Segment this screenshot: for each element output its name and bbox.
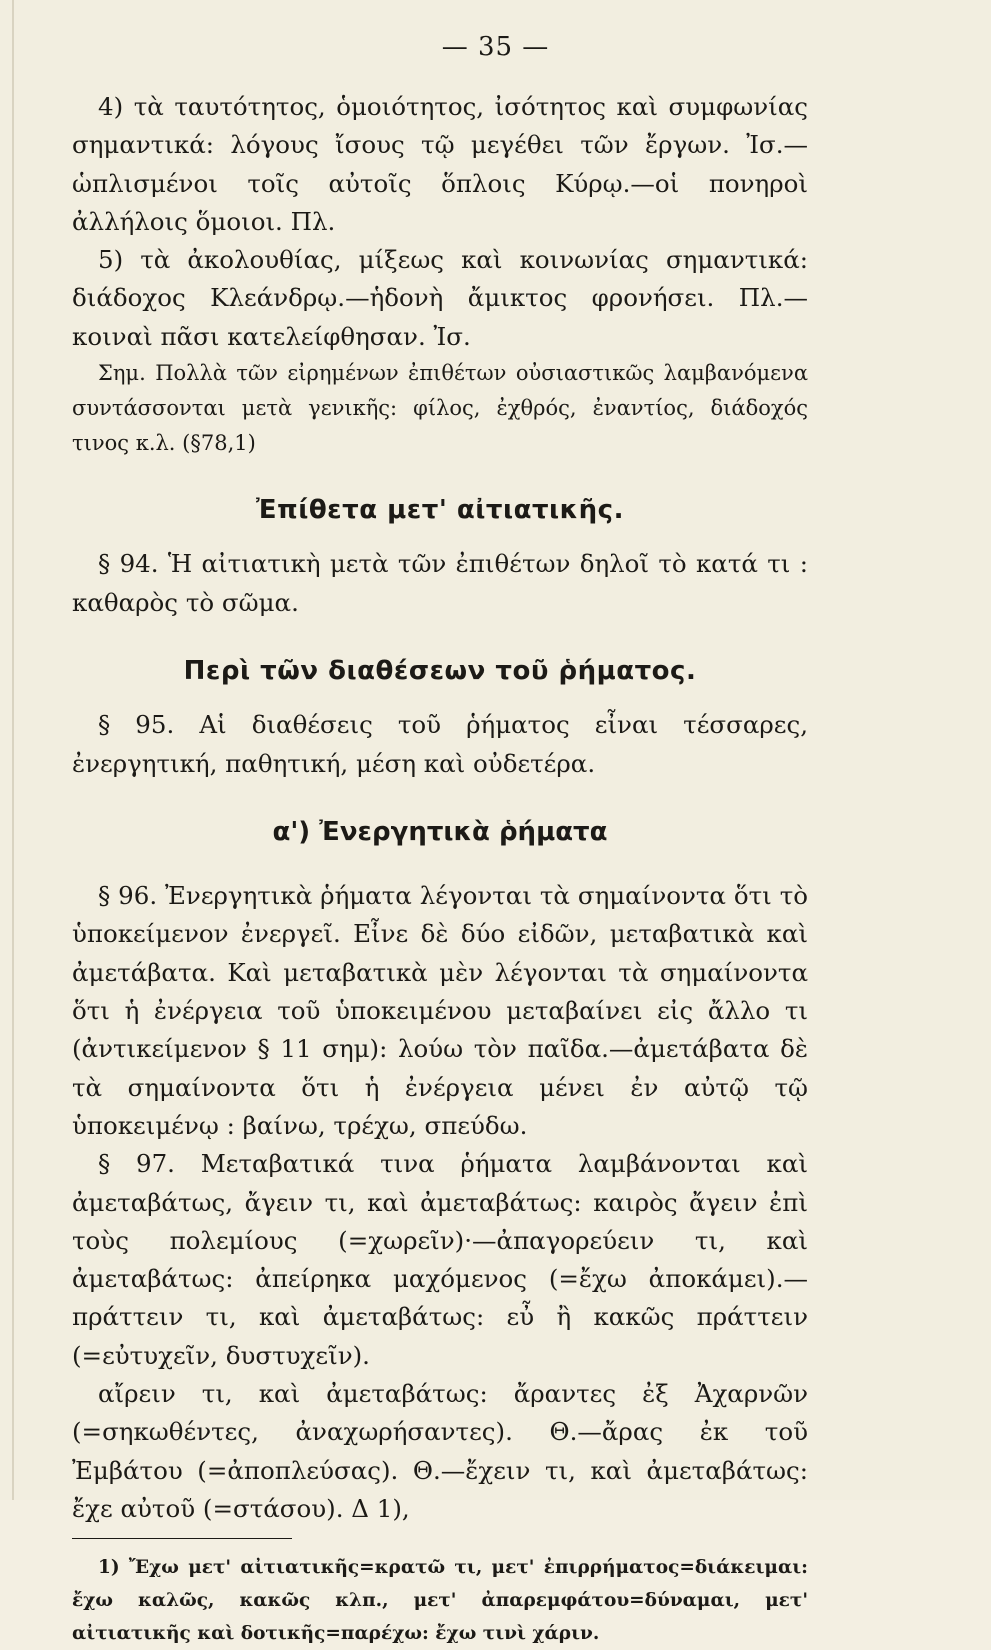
- paragraph-96: § 96. Ἐνεργητικὰ ῥήματα λέγονται τὰ σημαίνοντα ὅτι τὸ ὑποκείμενον ἐνεργεῖ. Εἶνε δὲ δύο εἰδῶν, μεταβατικὰ καὶ ἀμετάβατα. Καὶ μεταβατικὰ μὲν λέγονται τὰ σημαίνοντα ὅτι ἡ ἐνέργεια τοῦ ὑποκειμένου μεταβαίνει εἰς ἄλλο τι (ἀντικείμενον § 11 σημ): λούω τὸν παῖδα.—ἀμετάβατα δὲ τὰ σημαίνοντα ὅτι ἡ ἐνέργεια μένει ἐν αὐτῷ τῷ ὑποκειμένῳ : βαίνω, τρέχω, σπεύδω.: [72, 881, 808, 1140]
- paragraph-94: § 94. Ἡ αἰτιατικὴ μετὰ τῶν ἐπιθέτων δηλοῖ τὸ κατά τι : καθαρὸς τὸ σῶμα.: [72, 549, 808, 617]
- note-paragraph: Σημ. Πολλὰ τῶν εἰρημένων ἐπιθέτων οὐσιαστικῶς λαμβανόμενα συντάσσονται μετὰ γενικῆς: φίλος, ἐχθρός, ἐναντίος, διάδοχός τινος κ.λ. (§78,1): [72, 361, 808, 456]
- section-heading-adjectives-accusative: Ἐπίθετα μετ' αἰτιατικῆς.: [256, 495, 624, 526]
- section-heading-voices: Περὶ τῶν διαθέσεων τοῦ ῥήματος.: [183, 655, 697, 686]
- paragraph-95: § 95. Αἱ διαθέσεις τοῦ ῥήματος εἶναι τέσσαρες, ἐνεργητική, παθητική, μέση καὶ οὐδετέρα.: [72, 710, 808, 778]
- paragraph-succession: 5) τὰ ἀκολουθίας, μίξεως καὶ κοινωνίας σημαντικά: διάδοχος Κλεάνδρῳ.—ἡδονὴ ἄμικτος φρονήσει. Πλ.—κοιναὶ πᾶσι κατελείφθησαν. Ἰσ.: [72, 245, 808, 351]
- footnote: 1) Ἔχω μετ' αἰτιατικῆς=κρατῶ τι, μετ' ἐπιρρήματος=διάκειμαι: ἔχω καλῶς, κακῶς κλπ., μετ' ἀπαρεμφάτου=δύναμαι, μετ' αἰτιατικῆς καὶ δοτικῆς=παρέχω: ἔχω τινὶ χάριν.: [72, 1557, 808, 1645]
- paragraph-97: § 97. Μεταβατικά τινα ῥήματα λαμβάνονται καὶ ἀμεταβάτως, ἄγειν τι, καὶ ἀμεταβάτως: καιρὸς ἄγειν ἐπὶ τοὺς πολεμίους (=χωρεῖν)·—ἀπαγορεύειν τι, καὶ ἀμεταβάτως: ἀπείρηκα μαχόμενος (=ἔχω ἀποκάμει).—πράττειν τι, καὶ ἀμεταβάτως: εὖ ἢ κακῶς πράττειν (=εὐτυχεῖν, δυστυχεῖν).: [72, 1149, 808, 1370]
- page-body: [72, 88, 808, 1650]
- paragraph-97-continued: αἴρειν τι, καὶ ἀμεταβάτως: ἄραντες ἐξ Ἀχαρνῶν (=σηκωθέντες, ἀναχωρήσαντες). Θ.—ἄρας ἐκ τοῦ Ἐμβάτου (=ἀποπλεύσας). Θ.—ἔχειν τι, καὶ ἀμεταβάτως: ἔχε αὐτοῦ (=στάσου). Δ 1),: [72, 1379, 808, 1523]
- page-number: — 35 —: [441, 32, 550, 62]
- section-heading-active-verbs: α') Ἐνεργητικὰ ῥήματα: [272, 816, 608, 847]
- paragraph-identity: 4) τὰ ταυτότητος, ὁμοιότητος, ἰσότητος καὶ συμφωνίας σημαντικά: λόγους ἴσους τῷ μεγέθει τῶν ἔργων. Ἰσ.—ὡπλισμένοι τοῖς αὐτοῖς ὅπλοις Κύρῳ.—οἱ πονηροὶ ἀλλήλοις ὅμοιοι. Πλ.: [72, 92, 808, 236]
- page-edge: [12, 0, 14, 1500]
- footnote-rule: [72, 1538, 292, 1539]
